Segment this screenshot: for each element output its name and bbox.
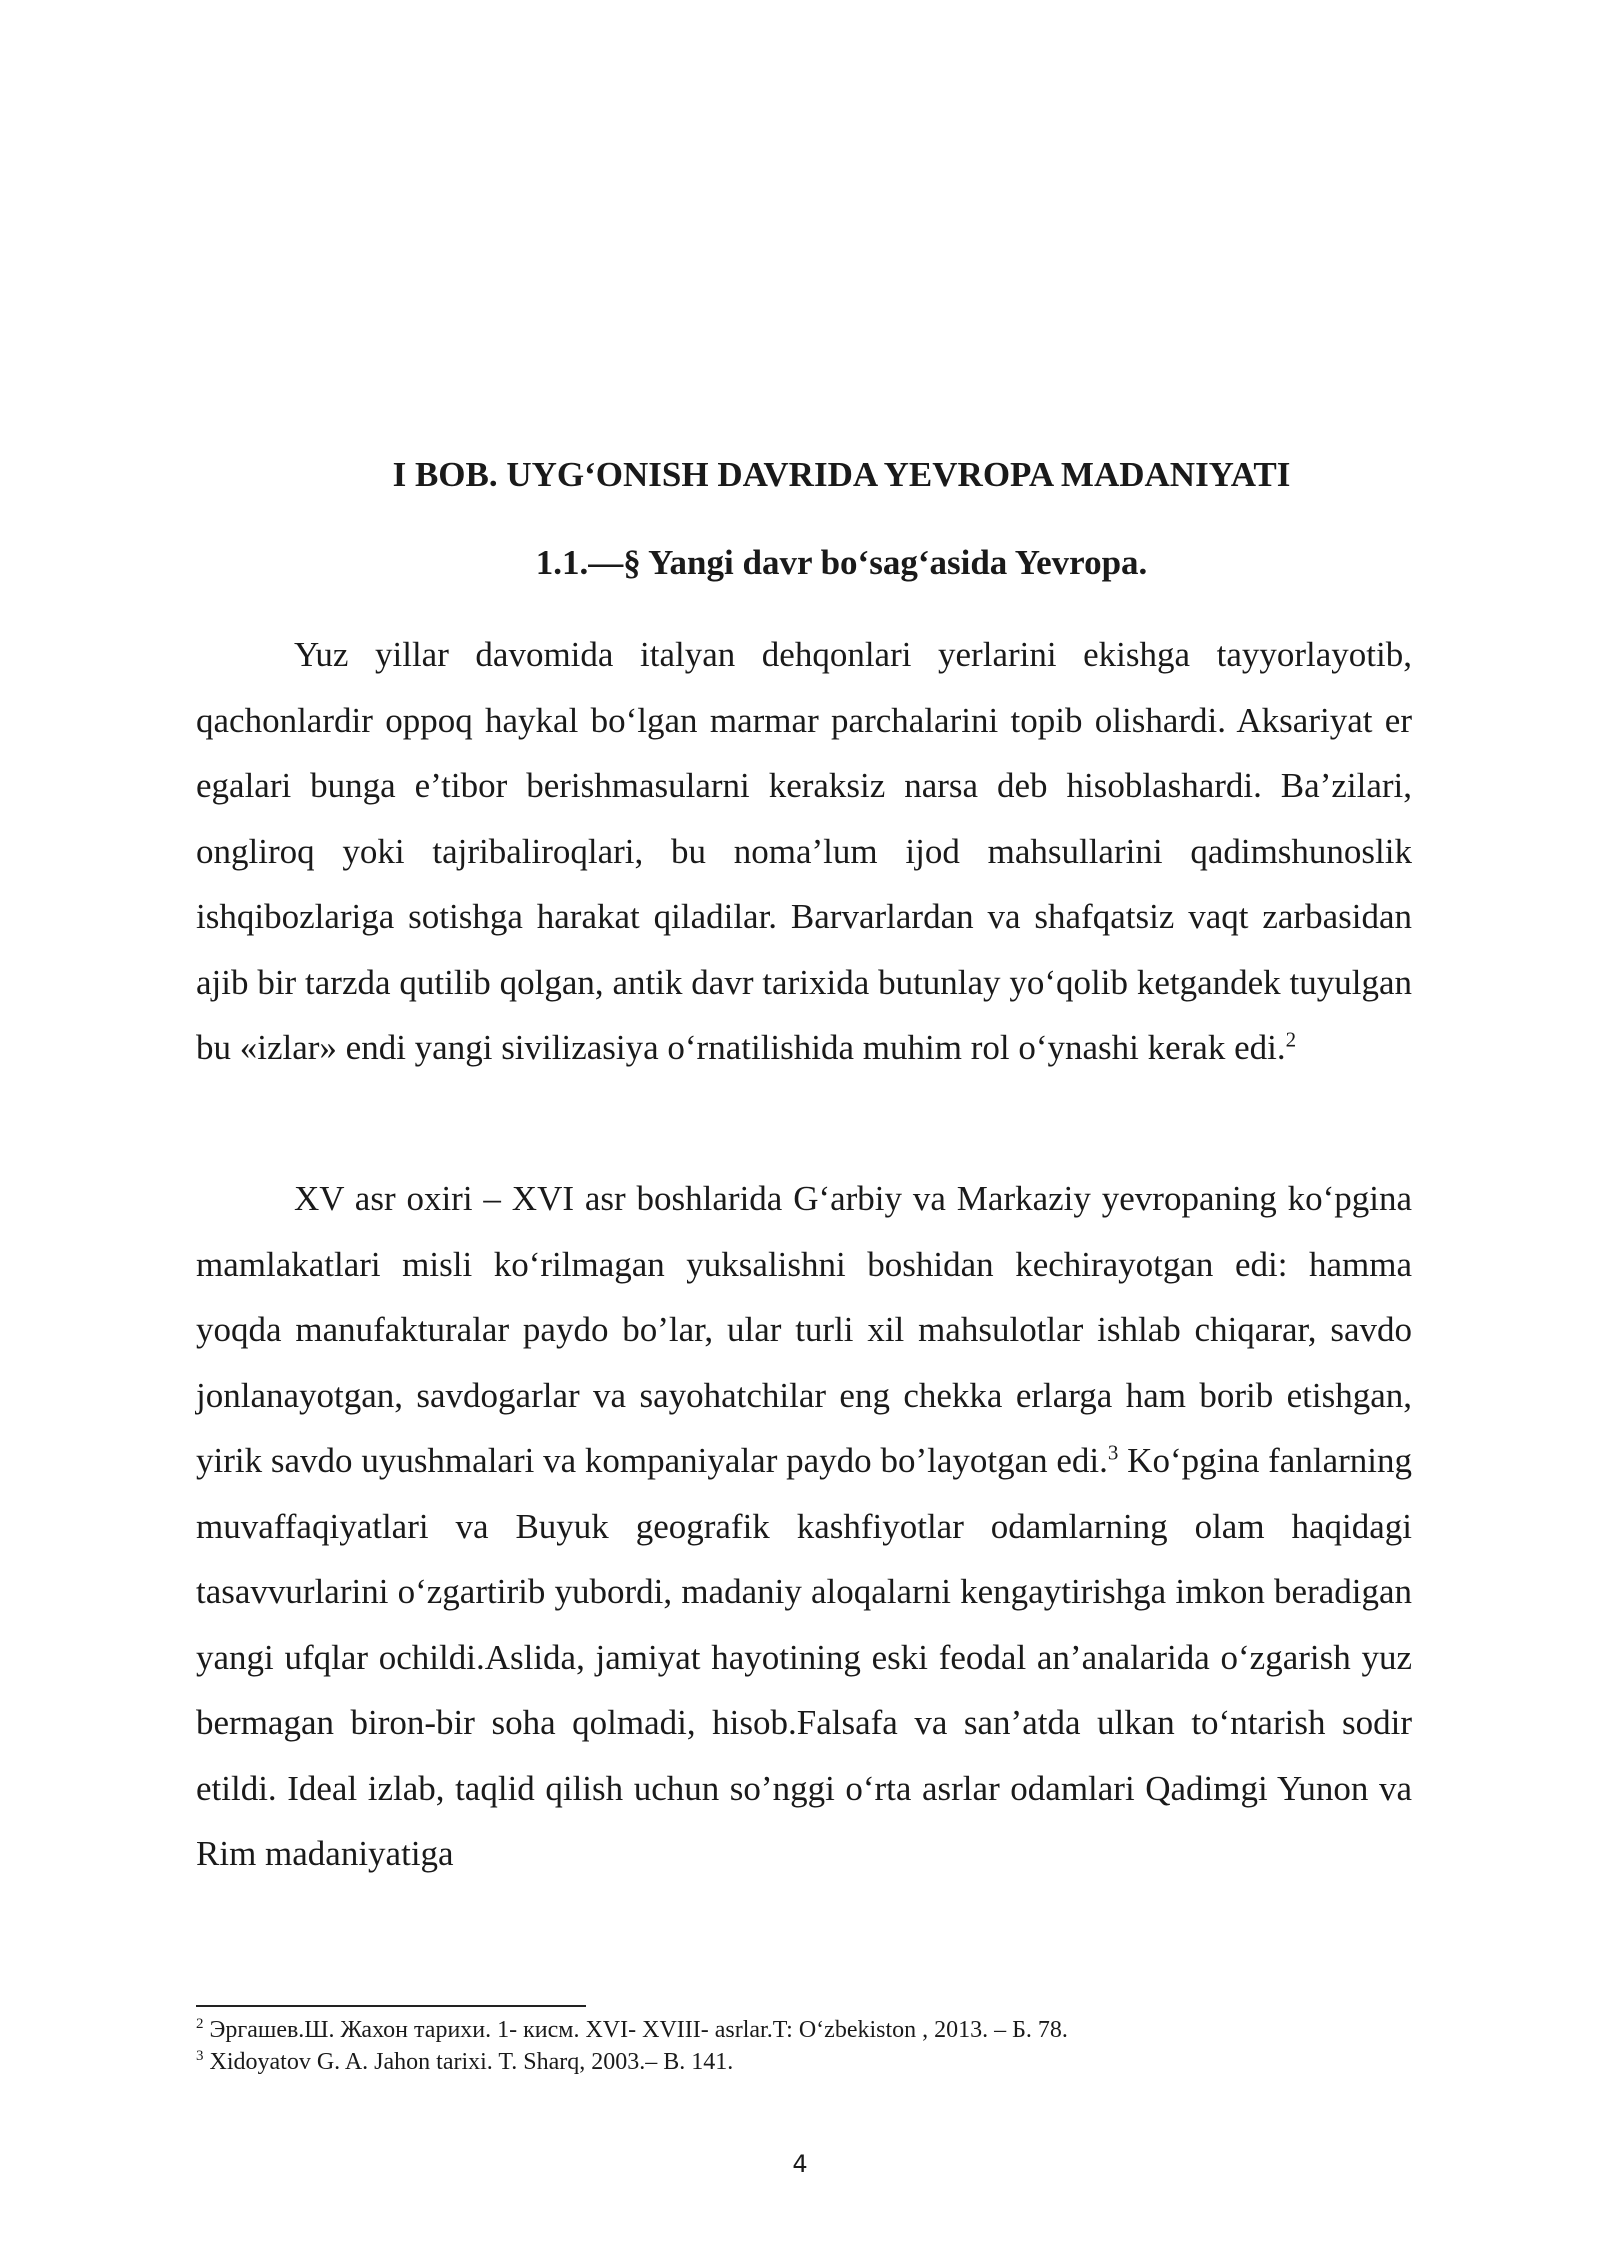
footnote-reference[interactable]: 3 xyxy=(1107,1440,1119,1465)
footnotes xyxy=(196,2014,1412,2078)
section-title: 1.1.—§ Yangi davr bo‘sag‘asida Yevropa. xyxy=(535,543,1148,582)
chapter-title: I BOB. UYG‘ONISH DAVRIDA YEVROPA MADANIYATI xyxy=(392,455,1291,494)
paragraph-text: Ko‘pgina fanlarning muvaffaqiyatlari va Buyuk geografik kashfiyotlar odamlarning olam haqidagi tasavvurlarini o‘zgartirib yubordi, madaniy aloqalarni kengaytirishga imkon beradigan yangi ufqlar ochildi.Aslida, jamiyat hayotining eski feodal an’analarida o‘zgarish yuz bermagan biron-bir soha qolmadi, hisob.Falsafa va san’atda ulkan to‘ntarish sodir etildi. Ideal izlab, taqlid qilish uchun so’nggi o‘rta asrlar odamlari Qadimgi Yunon va Rim madaniyatiga xyxy=(196,1441,1412,1873)
footnote-text: Эргашев.Ш. Жахон тарихи. 1- кисм. XVI- XVIII- asrlar.T: O‘zbekiston , 2013. – Б. 78. xyxy=(203,2017,1068,2043)
footnote-number: 2 xyxy=(196,2016,204,2032)
footnote-separator xyxy=(196,2005,586,2007)
footnote-text: Xidoyatov G. A. Jahon tarixi. T. Sharq, 2003.– B. 141. xyxy=(203,2049,734,2075)
page-number: 4 xyxy=(792,2150,808,2178)
body-paragraph xyxy=(196,622,1412,1081)
footnote xyxy=(196,2046,1412,2078)
paragraph-text: XV asr oxiri – XVI asr boshlarida G‘arbiy va Markaziy yevropaning ko‘pgina mamlakatlari misli ko‘rilmagan yuksalishni boshidan kechirayotgan edi: hamma yoqda manufakturalar paydo bo’lar, ular turli xil mahsulotlar ishlab chiqarar, savdo jonlanayotgan, savdogarlar va sayohatchilar eng chekka erlarga ham borib etishgan, yirik savdo uyushmalari va kompaniyalar paydo bo’layotgan edi. xyxy=(196,1179,1412,1480)
footnote-reference[interactable]: 2 xyxy=(1285,1027,1297,1052)
footnote xyxy=(196,2014,1412,2046)
paragraph-text: Yuz yillar davomida italyan dehqonlari yerlarini ekishga tayyorlayotib, qachonlardir oppoq haykal bo‘lgan marmar parchalarini topib olishardi. Aksariyat er egalari bunga e’tibor berishmasularni keraksiz narsa deb hisoblashardi. Ba’zilari, ongliroq yoki tajribaliroqlari, bu noma’lum ijod mahsullarini qadimshunoslik ishqibozlariga sotishga harakat qiladilar. Barvarlardan va shafqatsiz vaqt zarbasidan ajib bir tarzda qutilib qolgan, antik davr tarixida butunlay yo‘qolib ketgandek tuyulgan bu «izlar» endi yangi sivilizasiya o‘rnatilishida muhim rol o‘ynashi kerak edi. xyxy=(196,635,1412,1067)
footnote-number: 3 xyxy=(196,2048,204,2064)
body-paragraph xyxy=(196,1166,1412,1887)
